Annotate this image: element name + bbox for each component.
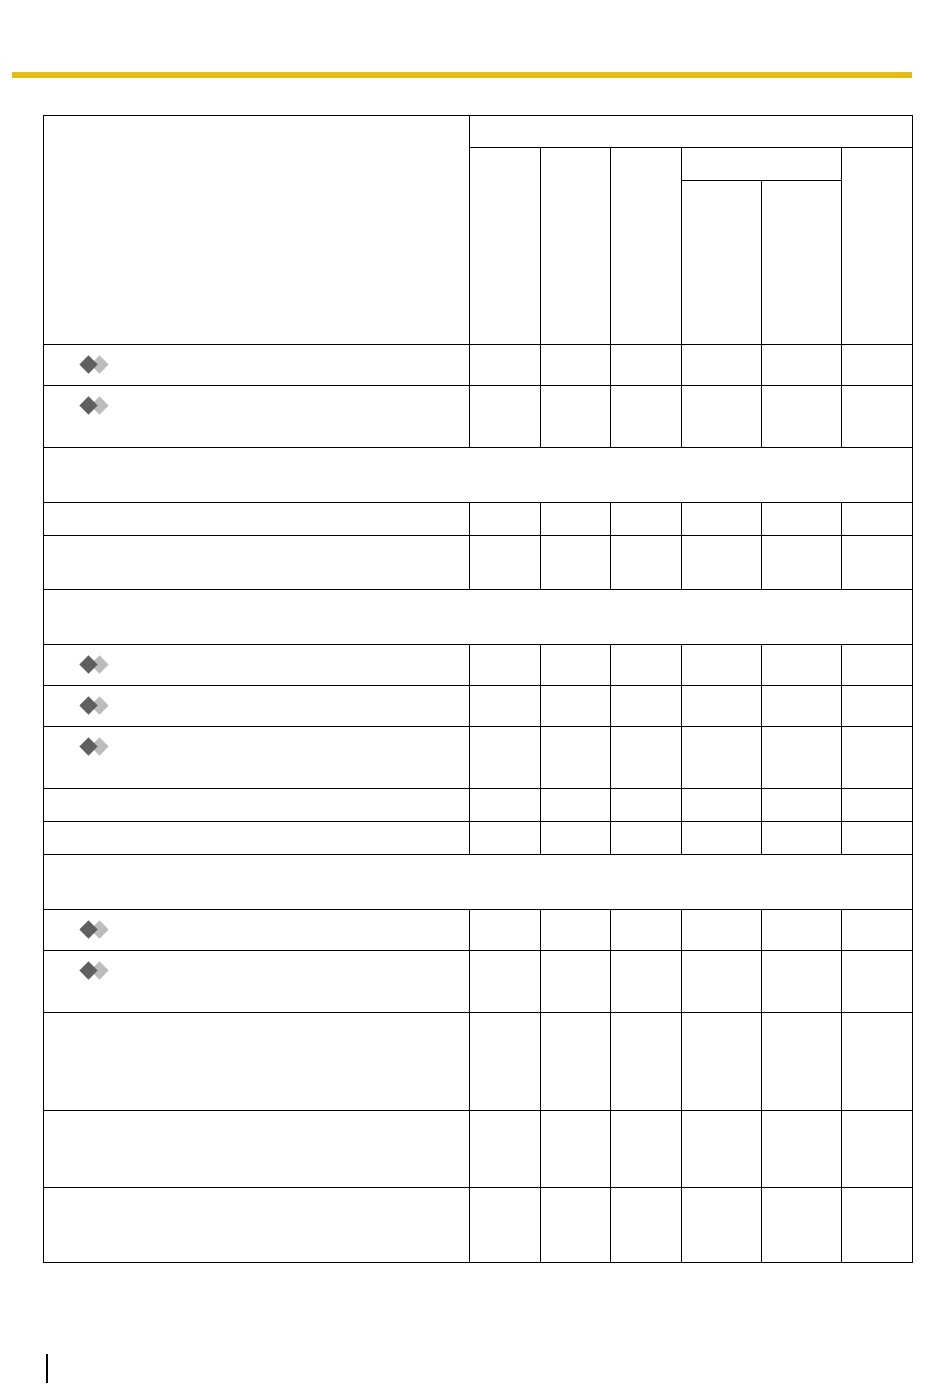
header-item-column [44,116,470,345]
header-rule [12,72,912,78]
table-cell [611,789,682,822]
section-row [44,855,913,910]
table-cell [762,822,842,855]
header-group-title [470,116,913,148]
table-cell [842,503,913,536]
table-row [44,536,913,590]
header-row-group [44,116,913,148]
table-cell [541,910,611,951]
table-cell [682,645,762,686]
table-cell [762,503,842,536]
table-cell [842,1111,913,1188]
double-diamond-icon [79,655,119,675]
table-cell [842,951,913,1013]
row-label-cell [44,789,470,822]
table-cell [762,910,842,951]
table-cell [682,686,762,727]
table-cell [762,789,842,822]
table-cell [470,789,541,822]
table-cell [762,1188,842,1263]
row-label-cell [44,1111,470,1188]
table-cell [541,789,611,822]
table-cell [470,1111,541,1188]
section-heading [44,590,913,645]
header-column-5 [762,181,842,345]
table-row [44,386,913,448]
table-cell [682,1111,762,1188]
table-cell [470,951,541,1013]
table-cell [682,536,762,590]
table-cell [611,345,682,386]
table-cell [842,536,913,590]
table-cell [842,1188,913,1263]
table-cell [842,910,913,951]
table-row [44,1013,913,1111]
table-row [44,345,913,386]
double-diamond-icon [79,396,119,416]
table-cell [541,386,611,448]
table-cell [541,345,611,386]
table-cell [470,727,541,789]
table-cell [842,345,913,386]
table-cell [842,727,913,789]
table-cell [762,386,842,448]
row-label-cell [44,645,470,686]
table-cell [611,503,682,536]
table-cell [611,727,682,789]
table-cell [611,645,682,686]
double-diamond-icon [79,737,119,757]
table-row [44,1188,913,1263]
table-body [44,116,913,1263]
table-cell [842,686,913,727]
section-heading [44,855,913,910]
header-column-1 [470,148,541,345]
row-label-cell [44,503,470,536]
table-cell [611,951,682,1013]
table-cell [762,951,842,1013]
section-heading [44,448,913,503]
section-row [44,448,913,503]
table-cell [611,386,682,448]
table-cell [762,536,842,590]
table-row [44,822,913,855]
table-row [44,951,913,1013]
double-diamond-icon [79,920,119,940]
header-sub-group [682,148,842,181]
feature-table [43,115,913,1263]
table-row [44,789,913,822]
table-cell [842,386,913,448]
table-cell [541,503,611,536]
table-cell [842,645,913,686]
double-diamond-icon [79,355,119,375]
double-diamond-icon [79,961,119,981]
table-cell [470,910,541,951]
table-cell [541,1111,611,1188]
table-cell [541,951,611,1013]
table-cell [470,1188,541,1263]
table-cell [762,345,842,386]
table-cell [470,536,541,590]
table-row [44,503,913,536]
table-cell [682,951,762,1013]
table-cell [682,727,762,789]
table-cell [611,536,682,590]
table-cell [470,386,541,448]
table-cell [541,536,611,590]
table-cell [842,789,913,822]
table-cell [541,727,611,789]
table-cell [762,727,842,789]
table-cell [842,822,913,855]
header-column-4 [682,181,762,345]
table-cell [682,822,762,855]
row-label-cell [44,910,470,951]
table-cell [541,1013,611,1111]
table-cell [470,686,541,727]
table-cell [682,1013,762,1111]
table-cell [470,822,541,855]
table-cell [541,645,611,686]
table-cell [682,386,762,448]
table-cell [762,1013,842,1111]
table-row [44,727,913,789]
table-row [44,645,913,686]
table-cell [842,1013,913,1111]
table-cell [541,686,611,727]
table-cell [611,1111,682,1188]
table-cell [611,686,682,727]
row-label-cell [44,686,470,727]
row-label-cell [44,345,470,386]
row-label-cell [44,951,470,1013]
table-row [44,686,913,727]
table-cell [470,503,541,536]
table-cell [762,1111,842,1188]
table-cell [682,789,762,822]
table-cell [541,1188,611,1263]
header-column-2 [541,148,611,345]
row-label-cell [44,1013,470,1111]
section-row [44,590,913,645]
row-label-cell [44,536,470,590]
table-cell [470,345,541,386]
table-cell [682,345,762,386]
double-diamond-icon [79,696,119,716]
row-label-cell [44,822,470,855]
table-cell [611,1013,682,1111]
table-cell [682,910,762,951]
table-cell [611,822,682,855]
table-row [44,910,913,951]
table-cell [541,822,611,855]
table-cell [611,910,682,951]
row-label-cell [44,386,470,448]
page-edge-mark [46,1354,48,1383]
header-column-3 [611,148,682,345]
header-column-6 [842,148,913,345]
table-cell [762,645,842,686]
table-cell [470,1013,541,1111]
table-cell [682,503,762,536]
table-cell [762,686,842,727]
table-cell [682,1188,762,1263]
table-cell [611,1188,682,1263]
row-label-cell [44,727,470,789]
table-row [44,1111,913,1188]
row-label-cell [44,1188,470,1263]
table-cell [470,645,541,686]
